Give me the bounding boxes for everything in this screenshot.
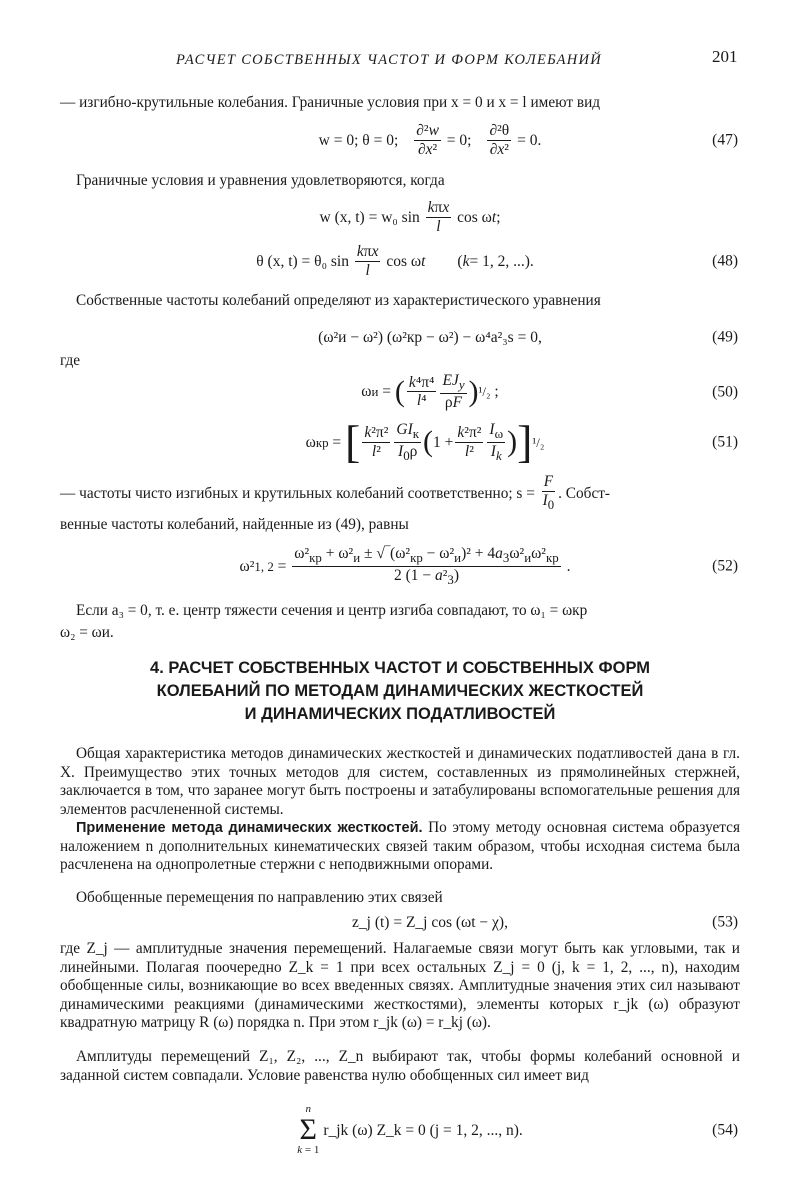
- section-heading-line-2: КОЛЕБАНИЙ ПО МЕТОДАМ ДИНАМИЧЕСКИХ ЖЕСТКОСТЕЙ: [156, 682, 644, 700]
- paragraph-generalized-displacements: Обобщенные перемещения по направлению этих связей: [76, 889, 443, 906]
- equation-54: [60, 1102, 740, 1158]
- paragraph-general: Общая характеристика методов динамических жесткостей и динамических податливостей дана в гл. X. Преимущество этих точных методов для систем, составленных из прямолинейных стержней, заключается в том, что заранее могут быть построены и затабулированы вспомогательные решения для элементов расчлененной системы.: [60, 745, 740, 818]
- equation-number-48: (48): [712, 252, 738, 270]
- equation-number-54: (54): [712, 1121, 738, 1139]
- equation-52: ω² 1, 2 = $\frac{\omega^2_{кр} + \omega^2_и \pm √‾(\omega^2_{кр} - \omega^2_и)^2 + 4a_3\omega^2_и\omega^2_{кр}}{2 (1 - a^2_3)}$ . (52): [239, 544, 738, 587]
- paragraph-stiffness-method: [60, 819, 740, 875]
- frequencies-text-tail: . Собст-: [558, 484, 611, 502]
- text-line-if-a3-zero: Если a₃ = 0, т. е. центр тяжести сечения и центр изгиба совпадают, то ω₁ = ωкр: [76, 602, 588, 619]
- equation-53: [60, 910, 740, 934]
- text-line-characteristic-equation: Собственные частоты колебаний определяют из характеристического уравнения: [76, 292, 601, 309]
- sum-symbol: n Σ k = 1: [297, 1103, 320, 1156]
- text-line-natural-frequencies: венные частоты колебаний, найденные из (49), равны: [60, 516, 409, 533]
- equation-50: ω и = ( $\frac{\text{k⁴π⁴}}{\text{l⁴}}$ $\frac{EJ_y}{\rho F}$ ) ¹/₂ ; (50): [361, 372, 738, 412]
- eq54-body: r_jk (ω) Z_k = 0 (j = 1, 2, ..., n).: [323, 1121, 523, 1139]
- text-line-frequencies: [60, 474, 740, 512]
- text-line-boundary-conditions: — изгибно-крутильные колебания. Граничные условия при x = 0 и x = l имеют вид: [60, 94, 601, 111]
- section-heading-line-1: 4. РАСЧЕТ СОБСТВЕННЫХ ЧАСТОТ И СОБСТВЕННЫХ ФОРМ: [150, 659, 650, 677]
- equation-49: [60, 324, 740, 350]
- eq47-lhs: w = 0; θ = 0;: [318, 131, 399, 149]
- eq53-body: z_j (t) = Z_j cos (ωt − χ),: [352, 913, 508, 931]
- s-fraction: $\frac{F}{I_0}$: [542, 473, 555, 512]
- equation-number-53: (53): [712, 913, 738, 931]
- eq49-body: (ω²и − ω²) (ω²кр − ω²) − ω⁴a²₃s = 0,: [318, 328, 542, 346]
- equation-number-51: (51): [712, 433, 738, 451]
- equation-51: ω кр = [ $\frac{\text{k²π²}}{\text{l²}}$ $\frac{GI_к}{I_0\rho}$ ( 1 + $\frac{\text{k²π²}}{\text{l²}}$ $\frac{I_\omega}{I_k}$ ) ] ¹/₂ (51): [305, 416, 738, 467]
- equation-number-50: (50): [712, 383, 738, 401]
- running-title: РАСЧЕТ СОБСТВЕННЫХ ЧАСТОТ И ФОРМ КОЛЕБАНИЙ: [176, 52, 603, 68]
- section-heading: [60, 657, 740, 726]
- page-number: 201: [712, 47, 738, 66]
- frequencies-text: — частоты чисто изгибных и крутильных колебаний соответственно; s =: [60, 484, 535, 502]
- equation-number-49: (49): [712, 328, 738, 346]
- equation-48-w: w (x, t) = w₀ sin $\frac{\text{kπx}}{l}$ cos ω t ;: [319, 198, 501, 235]
- stiffness-method-text: По этому методу основная система образуется наложением n дополнительных кинематических связей таким образом, чтобы исходная система была расчленена на однопролетные стержни с неподвижными опорами.: [60, 819, 741, 873]
- equation-number-52: (52): [712, 557, 738, 575]
- text-line-omega2: ω₂ = ωи.: [60, 624, 114, 641]
- paragraph-amplitudes: Амплитуды перемещений Z₁, Z₂, ..., Z_n выбирают так, чтобы формы колебаний основной и заданной систем совпадали. Условие равенства нулю обобщенных сил имеет вид: [60, 1048, 740, 1084]
- eq48-w-lhs: w (x, t) = w₀ sin: [319, 208, 420, 226]
- page-header: [0, 44, 794, 70]
- stiffness-method-title: Применение метода динамических жесткостей.: [76, 820, 423, 836]
- paragraph-reactions: где Z_j — амплитудные значения перемещений. Налагаемые связи могут быть как угловыми, так и линейными. Полагая поочередно Z_k = 1 при всех остальных Z_j = 0 (j, k = 1, 2, ..., n), находим обобщенные силы, возникающие во всех введенных связях. Амплитудные значения этих сил называют динамическими реакциями (динамическими жесткостями), элементы которых r_jk (ω) образуют квадратную матрицу R (ω) порядка n. При этом r_jk (ω) = r_kj (ω).: [60, 940, 740, 1031]
- equation-48-theta: θ (x, t) = θ₀ sin $\frac{\text{kπx}}{l}$ cos ω t ( k = 1, 2, ...). (48): [256, 242, 738, 279]
- section-heading-line-3: И ДИНАМИЧЕСКИХ ПОДАТЛИВОСТЕЙ: [244, 705, 556, 723]
- text-line-conditions-satisfied: Граничные условия и уравнения удовлетворяются, когда: [76, 172, 445, 189]
- eq48-theta-lhs: θ (x, t) = θ₀ sin: [256, 252, 349, 270]
- equation-number-47: (47): [712, 131, 738, 149]
- text-where: где: [60, 352, 81, 369]
- equation-47: w = 0; θ = 0; $\frac{\text{∂²w}}{\text{∂x²}}$ = 0; $\frac{\text{∂²θ}}{\text{∂x²}}$ = 0. (47): [318, 121, 738, 158]
